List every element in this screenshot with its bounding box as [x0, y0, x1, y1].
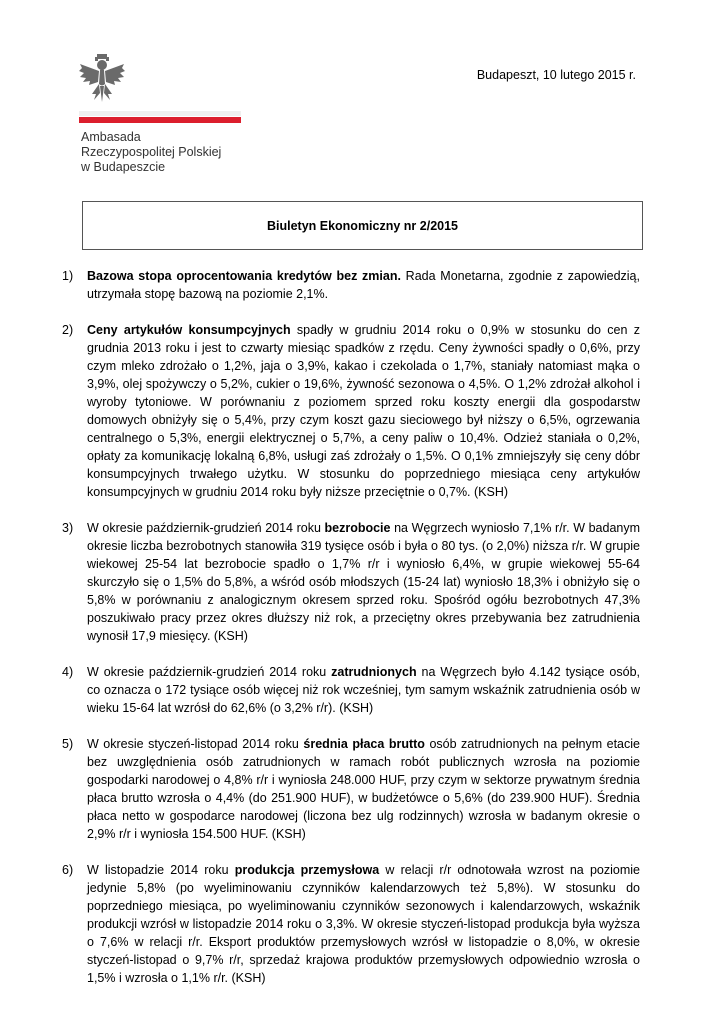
- item-number: 6): [62, 863, 74, 877]
- list-item: [62, 663, 640, 717]
- item-text-body: Rada Monetarna, zgodnie z zapowiedzią, utrzymała stopę bazową na poziomie 2,1%.: [87, 269, 640, 301]
- item-highlight: produkcja przemysłowa: [234, 863, 380, 877]
- item-text-body: spadły w grudniu 2014 roku o 0,9% w stosunku do cen z grudnia 2013 roku i jest to czwarty miesiąc spadków z rzędu. Ceny żywności spadły o 0,6%, przy czym mleko zdrożało o 1,2%, jaja o 3,9%, kakao i czekolada o 1,7%, staniały natomiast mąka o 3,9%, olej spożywczy o 5,2%, cukier o 19,6%, żywność sezonowa o 4,5%. O 1,2% zdrożał alkohol i wyroby tytoniowe. W porównaniu z poziomem sprzed roku koszty energii dla gospodarstw domowych obniżyły się o 5,4%, przy czym koszt gazu sieciowego był niższy o 6,5%, ogrzewania centralnego o 5,3%, energii elektrycznej o 5,7%, a ceny paliw o 10,4%. Odzież staniała o 0,2%, opłaty za komunikację lokalną 6,8%, usługi zaś zdrożały o 1,5%. O 0,1% zmniejszyły się ceny dóbr konsumpcyjnych trwałego użytku. W stosunku do poprzedniego miesiąca ceny artykułów konsumpcyjnych w grudniu 2014 roku były niższe przeciętnie o 0,7%. (KSH): [87, 323, 640, 499]
- item-number: 1): [62, 269, 74, 283]
- item-highlight: Bazowa stopa oprocentowania kredytów bez zmian.: [87, 269, 401, 283]
- polish-eagle-emblem-icon: [78, 54, 126, 104]
- item-number: 3): [62, 521, 74, 535]
- item-text: [87, 735, 640, 843]
- list-item: [62, 735, 640, 843]
- item-number: 2): [62, 323, 74, 337]
- item-text: [87, 267, 640, 303]
- item-text: [87, 861, 640, 987]
- item-text-body: w relacji r/r odnotowała wzrost na poziomie jedynie 5,8% (po wyeliminowaniu czynników kalendarzowych też 5,8%). W stosunku do poprzedniego miesiąca, po wyeliminowaniu czynników sezonowych i kalendarzowych, wskaźnik produkcji wzrósł w listopadzie 2014 roku o 3,3%. W okresie styczeń-listopad produkcja była wyższa o 7,6% w relacji r/r. Eksport produktów przemysłowych wzrósł w listopadzie o 8,0%, w okresie styczeń-listopad o 9,7% r/r, sprzedaż krajowa produktów przemysłowych odpowiednio wzrosła o 1,5% i wzrosła o 1,1% r/r. (KSH): [87, 863, 640, 985]
- embassy-name-line-2: Rzeczypospolitej Polskiej: [81, 145, 222, 159]
- item-highlight: Ceny artykułów konsumpcyjnych: [87, 323, 291, 337]
- item-number: 4): [62, 665, 74, 679]
- item-text-lead: W listopadzie 2014 roku: [87, 863, 235, 877]
- item-text-body: na Węgrzech było 4.142 tysiące osób, co oznacza o 172 tysiące osób więcej niż rok wcześniej, tym samym wskaźnik zatrudnienia osób w wieku 15-64 lat wzrósł do 62,6% (o 3,2% r/r). (KSH): [87, 665, 640, 715]
- item-number: 5): [62, 737, 74, 751]
- item-text-body: osób zatrudnionych na pełnym etacie bez uwzględnienia osób zatrudnionych w ramach robót publicznych wzrosła na poziomie gospodarki narodowej o 4,8% r/r i wyniosła 248.000 HUF, przy czym w sektorze prywatnym średnia płaca brutto wzrosła o 4,4% (do 251.900 HUF), w budżetówce o 5,6% (do 239.900 HUF). Średnia płaca netto w gospodarce narodowej (liczona bez ulg rodzinnych) wzrosła w badanym okresie o 2,9% r/r i wyniosła 154.500 HUF. (KSH): [87, 737, 640, 841]
- emblem-divider-red: [79, 117, 241, 123]
- bulletin-items-list: [62, 267, 640, 1005]
- list-item: [62, 861, 640, 987]
- list-item: [62, 519, 640, 645]
- list-item: [62, 267, 640, 303]
- item-text: [87, 321, 640, 501]
- embassy-name: [81, 130, 221, 175]
- embassy-name-line-1: Ambasada: [81, 130, 141, 144]
- list-item: [62, 321, 640, 501]
- item-highlight: średnia płaca brutto: [303, 737, 425, 751]
- emblem-divider-white: [79, 111, 241, 116]
- document-date: Budapeszt, 10 lutego 2015 r.: [476, 68, 636, 82]
- item-text: [87, 663, 640, 717]
- bulletin-title: Biuletyn Ekonomiczny nr 2/2015: [266, 218, 459, 233]
- item-highlight: bezrobocie: [324, 521, 391, 535]
- item-highlight: zatrudnionych: [331, 665, 417, 679]
- item-text: [87, 519, 640, 645]
- embassy-name-line-3: w Budapeszcie: [81, 160, 166, 174]
- item-text-body: na Węgrzech wyniosło 7,1% r/r. W badanym okresie liczba bezrobotnych stanowiła 319 tysięce osób i była o 80 tys. (o 2,0%) niższa r/r. W grupie wiekowej 25-54 lat bezrobocie spadło o 1,7% r/r i wyniosło 6,4%, w grupie wiekowej 55-64 skurczyło się o 1,5% do 5,8%, a wśród osób młodszych (15-24 lat) wyniosło 18,3% i obniżyło się o 5,8% w porównaniu z analogicznym okresem sprzed roku. Spośród ogółu bezrobotnych 47,3% poszukiwało pracy przez okres dłuższy niż rok, a przeciętny okres przebywania bez zatrudnienia wynosił 17,9 miesięcy. (KSH): [87, 521, 641, 643]
- item-text-lead: W okresie październik-grudzień 2014 roku: [87, 521, 325, 535]
- item-text-lead: W okresie styczeń-listopad 2014 roku: [87, 737, 304, 751]
- item-text-lead: W okresie październik-grudzień 2014 roku: [87, 665, 332, 679]
- bulletin-title-box: [82, 201, 643, 250]
